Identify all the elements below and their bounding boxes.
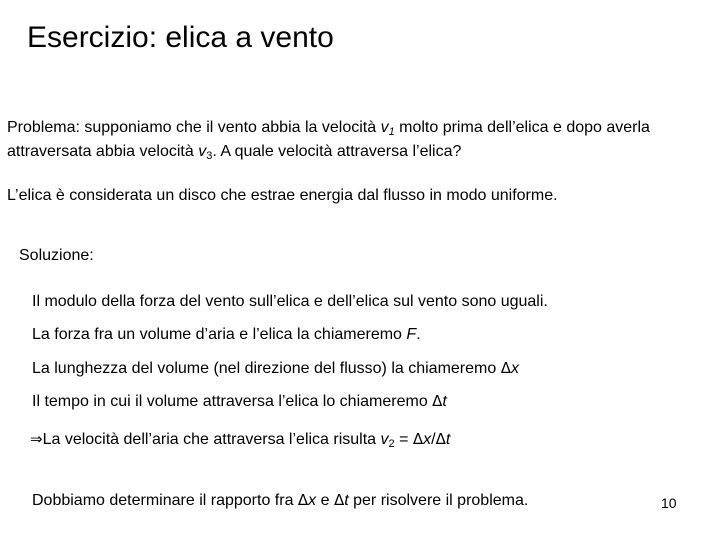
delta-symbol: Δ (432, 392, 443, 410)
slide-title: Esercizio: elica a vento (27, 21, 334, 54)
force-var: F (406, 326, 417, 343)
line2-end: . (416, 326, 421, 343)
problem-text-1: Problema: supponiamo che il vento abbia la velocità (7, 119, 381, 136)
solution-line-conclusion (32, 489, 528, 512)
line6-text-1: Dobbiamo determinare il rapporto fra (32, 492, 298, 509)
delta-x-var: x (423, 431, 432, 448)
problem-paragraph (7, 116, 712, 164)
delta-t-var: t (344, 492, 349, 509)
line6-end: per risolvere il problema. (348, 492, 529, 509)
velocity-v1-var: v (380, 119, 389, 136)
length-var: x (510, 360, 519, 377)
solution-line-force (32, 324, 421, 346)
velocity-v3-var: v (198, 143, 207, 160)
page-number: 10 (661, 495, 677, 511)
delta-symbol: Δ (500, 359, 511, 377)
equals-sign: = (394, 431, 413, 448)
problem-text-3: . A quale velocità attraversa l’elica? (212, 143, 462, 160)
delta-symbol: Δ (435, 430, 446, 448)
line3-text: La lunghezza del volume (nel direzione del flusso) la chiameremo (32, 360, 501, 377)
velocity-v2-sub: 2 (388, 438, 395, 450)
problem-text-2: molto prima dell’elica e dopo averla attraversata abbia velocità (7, 119, 650, 160)
delta-t-var: t (445, 431, 451, 448)
line2-text: La forza fra un volume d’aria e l’elica la chiameremo (32, 326, 407, 343)
velocity-v1-sub: 1 (388, 126, 395, 138)
velocity-v3-sub: 3 (206, 150, 213, 162)
time-var: t (442, 393, 447, 410)
intro-text: L’elica è considerata un disco che estrae energia dal flusso in modo uniforme. (7, 187, 558, 204)
solution-heading: Soluzione: (19, 247, 94, 264)
implies-arrow-icon: ⇒ (30, 430, 43, 448)
line5-text: La velocità dell’aria che attraversa l’elica risulta (42, 431, 381, 448)
delta-symbol: Δ (333, 491, 345, 509)
line6-mid: e (316, 492, 334, 509)
solution-line-length (32, 357, 519, 380)
delta-symbol: Δ (412, 430, 424, 448)
velocity-v2-var: v (380, 431, 389, 448)
delta-symbol: Δ (297, 491, 309, 509)
solution-line-forces-equal: Il modulo della forza del vento sull’elica e dell’elica sul vento sono uguali. (32, 293, 548, 310)
problem-statement (7, 116, 712, 164)
line4-text: Il tempo in cui il volume attraversa l’elica lo chiameremo (32, 393, 433, 410)
delta-x-var: x (308, 492, 317, 509)
slash: / (431, 431, 436, 448)
solution-line-velocity (30, 428, 450, 451)
solution-line-time (32, 390, 447, 413)
